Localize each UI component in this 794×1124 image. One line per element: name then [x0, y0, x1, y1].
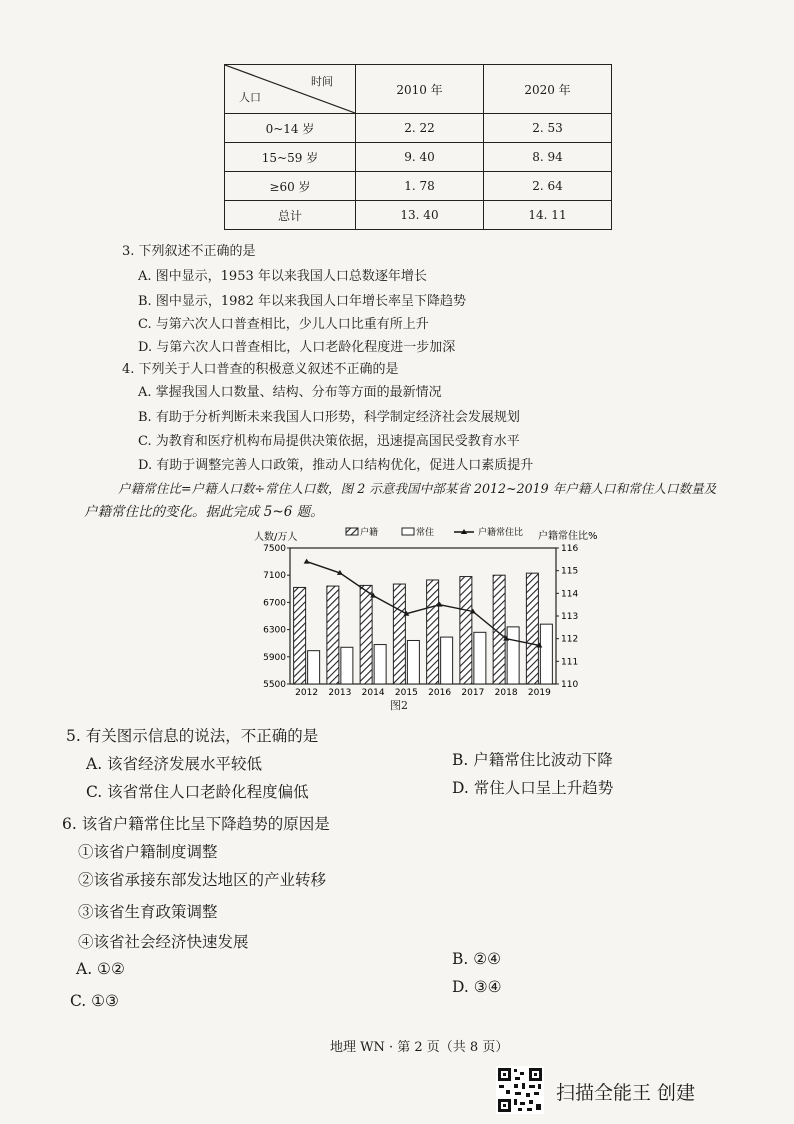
hukou-bar: [360, 585, 372, 684]
population-chart: [250, 522, 610, 698]
q6-option-c: C. ①③: [70, 992, 119, 1010]
changzhu-bar: [308, 651, 320, 684]
table-row: [225, 172, 612, 201]
row-label: 15~59 岁: [225, 143, 356, 172]
legend-changzhu-swatch: [402, 528, 414, 535]
changzhu-bar: [374, 645, 386, 684]
y-axis-label: 人数/万人: [254, 532, 298, 543]
changzhu-bar: [507, 627, 519, 684]
cell-value: 2. 53: [484, 114, 612, 143]
hukou-bar: [327, 586, 339, 684]
y-tick-label: 7500: [263, 544, 286, 554]
y2-axis-label: 户籍常住比%: [538, 531, 598, 542]
q6-item-3: ③该省生育政策调整: [78, 903, 218, 921]
q6-item-4: ④该省社会经济快速发展: [78, 933, 249, 951]
row-header-label: 人口: [239, 91, 261, 104]
q3-option-d: D. 与第六次人口普查相比，人口老龄化程度进一步加深: [138, 340, 456, 355]
col-header-label: 时间: [311, 75, 333, 88]
hukou-bar: [460, 577, 472, 684]
year-header: 2020 年: [484, 65, 612, 114]
q3-option-a: A. 图中显示，1953 年以来我国人口总数逐年增长: [138, 269, 427, 284]
changzhu-bar: [341, 647, 353, 684]
table-row: [225, 143, 612, 172]
x-tick-label: 2012: [295, 688, 319, 698]
y2-tick-label: 112: [561, 634, 579, 645]
row-label: 0~14 岁: [225, 114, 356, 143]
x-tick-label: 2014: [361, 688, 385, 698]
page-footer: 地理 WN · 第 2 页（共 8 页）: [330, 1040, 509, 1055]
x-tick-label: 2018: [494, 688, 518, 698]
cell-value: 8. 94: [484, 143, 612, 172]
q4-option-b: B. 有助于分析判断未来我国人口形势，科学制定经济社会发展规划: [138, 410, 520, 425]
y-tick-label: 6700: [263, 598, 286, 609]
legend-changzhu-label: 常住: [416, 528, 435, 538]
cell-value: 1. 78: [356, 172, 484, 201]
y2-tick-label: 114: [561, 589, 579, 600]
hukou-bar: [393, 584, 405, 684]
q3-option-b: B. 图中显示，1982 年以来我国人口年增长率呈下降趋势: [138, 294, 467, 309]
q4-option-d: D. 有助于调整完善人口政策，推动人口结构优化，促进人口素质提升: [138, 458, 534, 473]
table-row: [225, 201, 612, 230]
q5-option-b: B. 户籍常住比波动下降: [452, 751, 613, 769]
q4-stem: 4. 下列关于人口普查的积极意义叙述不正确的是: [122, 362, 399, 377]
legend-hukou-swatch: [346, 528, 358, 535]
x-tick-label: 2015: [394, 688, 418, 698]
q4-option-a: A. 掌握我国人口数量、结构、分布等方面的最新情况: [138, 385, 442, 400]
cell-value: 2. 64: [484, 172, 612, 201]
q5-option-c: C. 该省常住人口老龄化程度偏低: [86, 783, 309, 801]
q5-option-a: A. 该省经济发展水平较低: [86, 755, 263, 773]
y-tick-label: 6300: [263, 625, 286, 636]
y2-tick-label: 113: [561, 612, 579, 622]
changzhu-bar: [540, 624, 552, 684]
q6-item-1: ①该省户籍制度调整: [78, 843, 218, 861]
hukou-bar: [294, 587, 306, 684]
y2-tick-label: 110: [561, 680, 579, 690]
x-tick-label: 2017: [461, 688, 485, 698]
q3-option-c: C. 与第六次人口普查相比，少儿人口比重有所上升: [138, 317, 429, 332]
q4-option-c: C. 为教育和医疗机构布局提供决策依据，迅速提高国民受教育水平: [138, 434, 520, 449]
y2-tick-label: 111: [561, 657, 579, 668]
row-label: ≥60 岁: [225, 172, 356, 201]
q6-option-a: A. ①②: [76, 960, 125, 978]
qr-code-icon: [496, 1066, 544, 1114]
ratio-point: [304, 559, 310, 564]
hukou-bar: [427, 580, 439, 684]
hukou-bar: [526, 573, 538, 684]
cell-value: 2. 22: [356, 114, 484, 143]
legend-hukou-label: 户籍: [360, 528, 379, 538]
changzhu-bar: [474, 632, 486, 684]
row-label: 总计: [225, 201, 356, 230]
year-header: 2010 年: [356, 65, 484, 114]
q5-stem: 5. 有关图示信息的说法，不正确的是: [66, 727, 319, 745]
y2-tick-label: 115: [561, 566, 579, 577]
changzhu-bar: [441, 637, 453, 684]
y2-tick-label: 116: [561, 544, 579, 554]
y-tick-label: 5500: [263, 680, 286, 690]
population-table: [224, 64, 612, 230]
x-tick-label: 2013: [328, 688, 352, 698]
cell-value: 9. 40: [356, 143, 484, 172]
q6-item-2: ②该省承接东部发达地区的产业转移: [78, 871, 327, 889]
intro-line-2: 户籍常住比的变化。据此完成 5~6 题。: [84, 504, 324, 520]
q6-option-b: B. ②④: [452, 950, 502, 968]
table-row: [225, 114, 612, 143]
cell-value: 13. 40: [356, 201, 484, 230]
q6-stem: 6. 该省户籍常住比呈下降趋势的原因是: [62, 815, 330, 833]
q3-stem: 3. 下列叙述不正确的是: [122, 244, 256, 259]
cell-value: 14. 11: [484, 201, 612, 230]
x-tick-label: 2019: [527, 688, 551, 698]
scanner-watermark: 扫描全能王 创建: [556, 1082, 696, 1104]
changzhu-bar: [407, 640, 419, 684]
figure-caption: 图2: [390, 699, 408, 712]
y-tick-label: 5900: [263, 652, 286, 663]
legend-ratio-label: 户籍常住比: [478, 528, 524, 538]
q5-option-d: D. 常住人口呈上升趋势: [452, 779, 614, 797]
y-tick-label: 7100: [263, 571, 286, 582]
intro-line-1: 户籍常住比=户籍人口数÷常住人口数，图 2 示意我国中部某省 2012~2019 年户籍人口和常住人口数量及: [118, 481, 717, 496]
q6-option-d: D. ③④: [452, 978, 502, 996]
table-corner-header: [225, 65, 356, 114]
x-tick-label: 2016: [428, 688, 452, 698]
